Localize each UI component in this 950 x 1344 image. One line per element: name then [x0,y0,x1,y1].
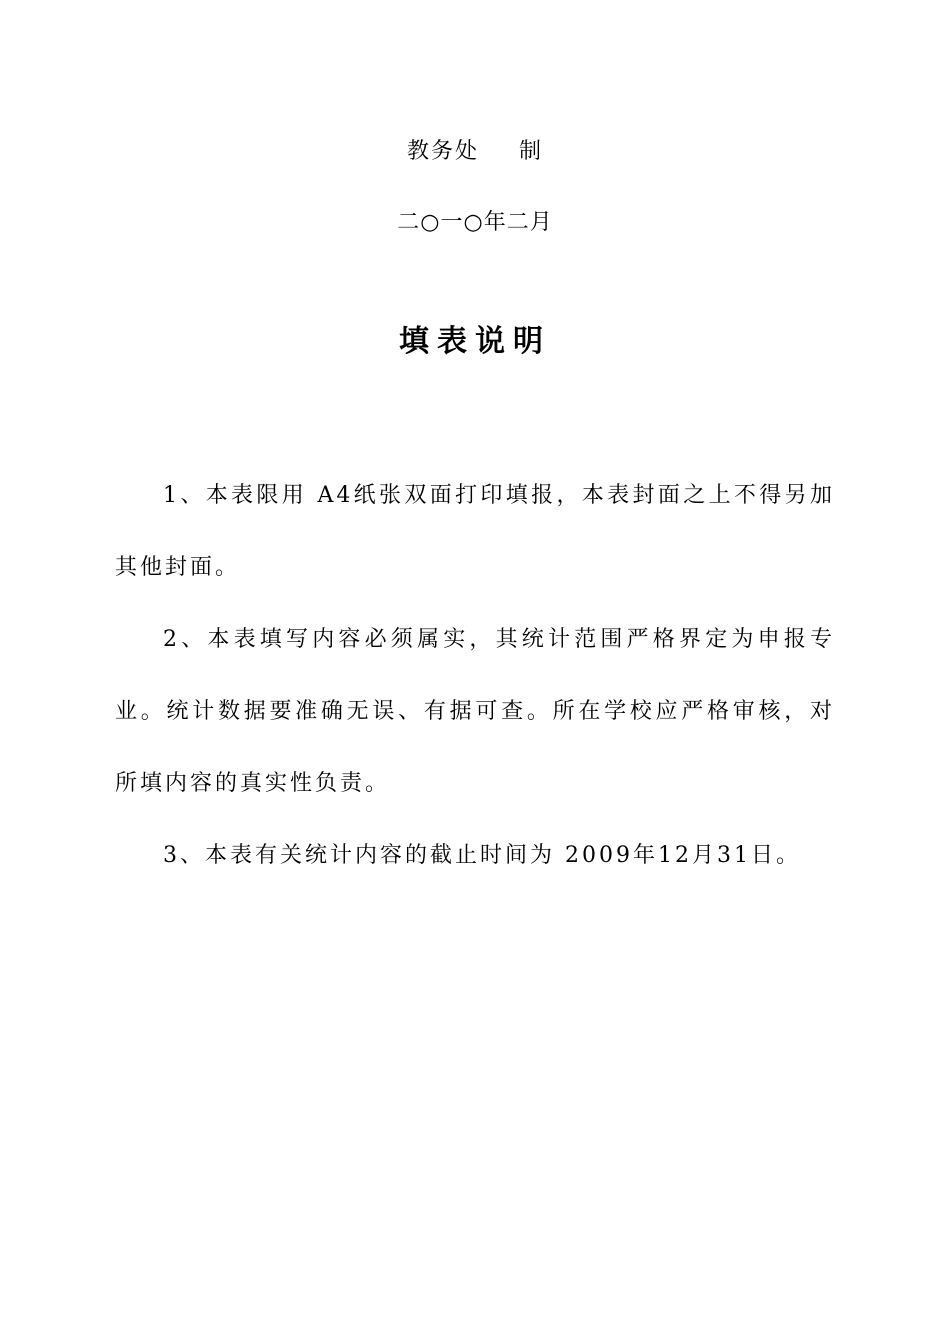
instruction-item-1: 1、本表限用 A4纸张双面打印填报，本表封面之上不得另加其他封面。 [115,483,835,580]
instruction-item-3: 3、本表有关统计内容的截止时间为 2009年12月31日。 [163,843,801,868]
issue-date: 二○一○年二月 [397,210,553,235]
page-title: 填表说明 [399,324,551,359]
instructions-body [115,460,835,892]
issuer-name: 教务处 [406,139,479,164]
issuer-line [0,134,950,170]
instruction-item-2: 2、本表填写内容必须属实，其统计范围严格界定为申报专业。统计数据要准确无误、有据可查。所在学校应严格审核，对所填内容的真实性负责。 [115,627,835,796]
issuer-suffix: 制 [519,139,544,164]
